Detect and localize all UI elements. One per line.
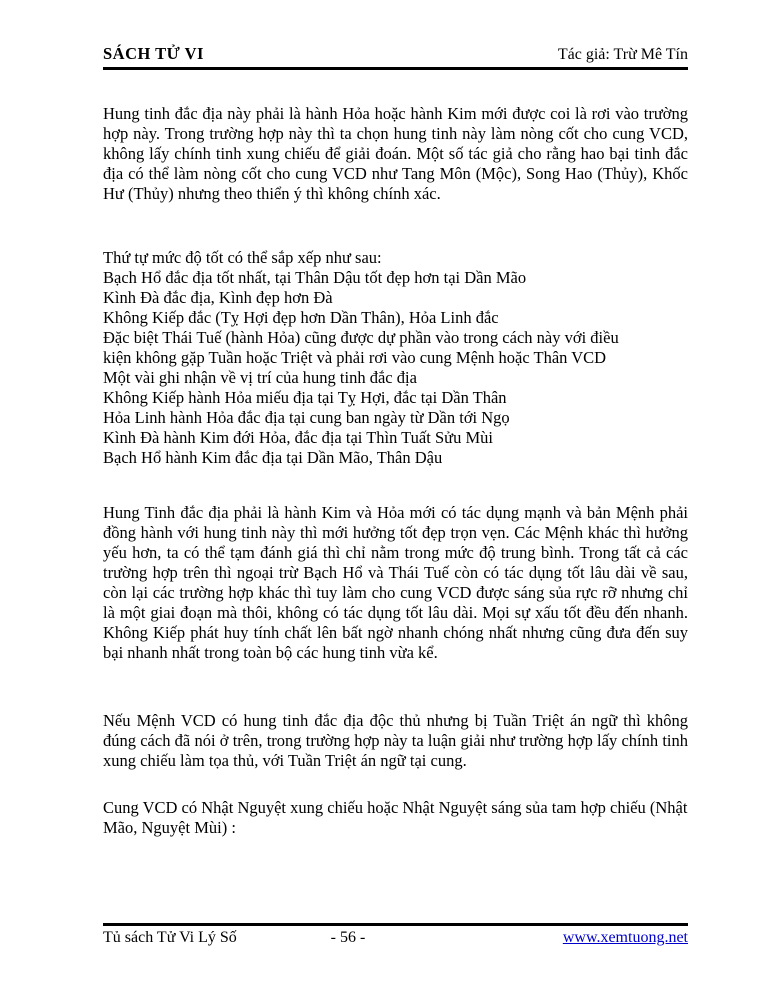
text-line: Đặc biệt Thái Tuế (hành Hỏa) cũng được dự phần vào trong cách này với điều: [103, 328, 619, 347]
page-header: [103, 44, 688, 65]
text-line: Thứ tự mức độ tốt có thể sắp xếp như sau:: [103, 248, 382, 267]
text-line: Hỏa Linh hành Hỏa đắc địa tại cung ban ngày từ Dần tới Ngọ: [103, 408, 510, 427]
page-content: [103, 0, 688, 838]
paragraph-hung-tinh-intro: Hung tinh đắc địa này phải là hành Hỏa hoặc hành Kim mới được coi là rơi vào trường hợp này. Trong trường hợp này thì ta chọn hung tinh này làm nòng cốt cho cung VCD, không lấy chính tinh xung chiếu để giải đoán. Một số tác giả cho rằng hao bại tinh đắc địa có thể làm nòng cốt cho cung VCD như Tang Môn (Mộc), Song Hao (Thủy), Khốc Hư (Thủy) nhưng theo thiển ý thì không chính xác.: [103, 104, 688, 203]
footer-page-number: - 56 -: [330, 929, 366, 946]
text-line: Không Kiếp đắc (Tỵ Hợi đẹp hơn Dần Thân), Hỏa Linh đắc: [103, 308, 499, 327]
book-title: SÁCH TỬ VI: [103, 44, 204, 63]
header-rule: [103, 67, 688, 70]
footer-website-link[interactable]: www.xemtuong.net: [562, 929, 688, 946]
author-label: Tác giả: Trừ Mê Tín: [557, 46, 688, 63]
ranking-list: [103, 248, 688, 468]
text-line: Kình Đà đắc địa, Kình đẹp hơn Đà: [103, 288, 333, 307]
footer-series-title: Tủ sách Tử Vi Lý Số: [103, 929, 237, 946]
text-line: kiện không gặp Tuần hoặc Triệt và phải rơi vào cung Mệnh hoặc Thân VCD: [103, 348, 607, 367]
paragraph-tuan-triet: Nếu Mệnh VCD có hung tinh đắc địa độc thủ nhưng bị Tuần Triệt án ngữ thì không đúng cách đã nói ở trên, trong trường hợp này ta luận giải như trường hợp lấy chính tinh xung chiếu làm tọa thủ, với Tuần Triệt án ngữ tại cung.: [103, 711, 688, 770]
page-footer: [103, 923, 688, 948]
footer-rule: [103, 923, 688, 926]
text-line: Một vài ghi nhận về vị trí của hung tinh đắc địa: [103, 368, 417, 387]
footer-row: [103, 928, 688, 948]
paragraph-hung-tinh-effects: Hung Tinh đắc địa phải là hành Kim và Hỏa mới có tác dụng mạnh và bản Mệnh phải đồng hành với hung tinh này thì mới hưởng tốt đẹp trọn vẹn. Các Mệnh khác thì hưởng yếu hơn, ta có thể tạm đánh giá thì chỉ nằm trong mức độ trung bình. Trong tất cả các trường hợp trên thì ngoại trừ Bạch Hổ và Thái Tuế còn có tác dụng tốt lâu dài về sau, còn lại các trường hợp khác thì tuy làm cho cung VCD được sáng sủa rực rỡ nhưng chỉ là một giai đoạn mà thôi, không có tác dụng tốt lâu dài. Mọi sự xấu tốt đều đến nhanh. Không Kiếp phát huy tính chất lên bất ngờ nhanh chóng nhất nhưng cũng đưa đến suy bại nhanh nhất trong toàn bộ các hung tinh vừa kể.: [103, 503, 688, 662]
text-line: Bạch Hổ hành Kim đắc địa tại Dần Mão, Thân Dậu: [103, 448, 443, 467]
text-line: Không Kiếp hành Hỏa miếu địa tại Tỵ Hợi, đắc tại Dần Thân: [103, 388, 507, 407]
text-line: Bạch Hổ đắc địa tốt nhất, tại Thân Dậu tốt đẹp hơn tại Dần Mão: [103, 268, 527, 287]
paragraph-nhat-nguyet: Cung VCD có Nhật Nguyệt xung chiếu hoặc Nhật Nguyệt sáng sủa tam hợp chiếu (Nhật Mão, Nguyệt Mùi) :: [103, 798, 688, 837]
text-line: Kình Đà hành Kim đới Hỏa, đắc địa tại Thìn Tuất Sửu Mùi: [103, 428, 493, 447]
